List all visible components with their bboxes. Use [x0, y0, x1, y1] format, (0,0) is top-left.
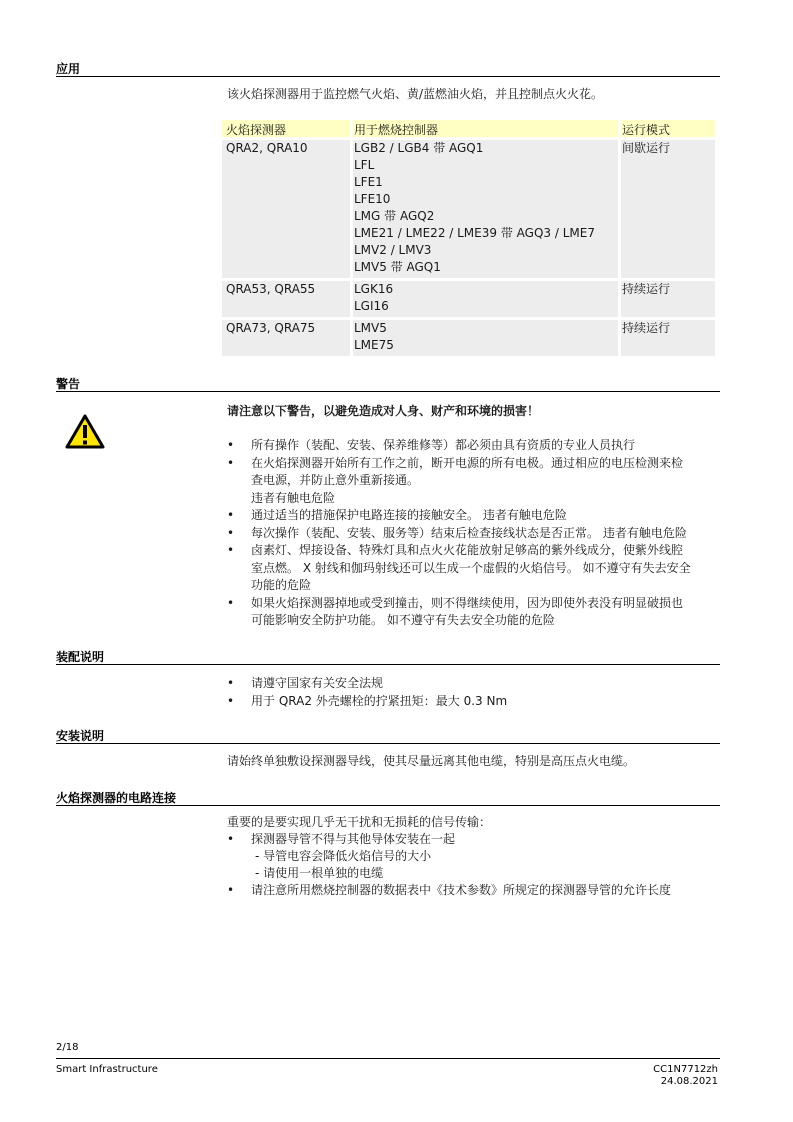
- list-item: • 请遵守国家有关安全法规: [227, 675, 722, 693]
- list-item: [227, 525, 722, 543]
- section-rule: [56, 664, 720, 665]
- warning-line: 室点燃。 X 射线和伽玛射线还可以生成一个虚假的火焰信号。 如不遵守有失去安全: [251, 560, 691, 575]
- section-rule: [56, 391, 720, 392]
- table-row: [222, 140, 715, 278]
- list-item: • 请注意所用燃烧控制器的数据表中《技术参数》所规定的探测器导管的允许长度: [227, 882, 722, 899]
- warning-line: 功能的危险: [251, 578, 312, 592]
- wiring-intro: 重要的是要实现几乎无干扰和无损耗的信号传输：: [227, 815, 492, 829]
- controller-name: LFE10: [354, 192, 391, 206]
- cell-controllers: [354, 281, 616, 315]
- controller-name: LFE1: [354, 175, 383, 189]
- detector-table: [222, 120, 715, 356]
- controller-name: LGI16: [354, 299, 389, 313]
- wiring-list: [227, 831, 722, 899]
- document-id: CC1N7712zh: [653, 1064, 718, 1075]
- list-item: [227, 595, 722, 630]
- warning-list: [227, 437, 722, 630]
- cell-mode: 间歇运行: [622, 141, 671, 155]
- cell-detector: QRA2, QRA10: [226, 141, 308, 155]
- warning-triangle-icon: [65, 414, 105, 450]
- document-date: 24.08.2021: [660, 1076, 718, 1087]
- warning-line: • 通过适当的措施保护电路连接的接触安全。 违者有触电危险: [251, 508, 567, 522]
- table-row: [222, 320, 715, 356]
- warning-line: • 如果火焰探测器掉地或受到撞击，则不得继续使用，因为即使外表没有明显破损也: [251, 595, 684, 610]
- warning-line: 查电源，并防止意外重新接通。: [251, 473, 420, 487]
- controller-name: LME75: [354, 338, 394, 352]
- cell-controllers: [354, 140, 616, 276]
- list-item: [227, 507, 722, 525]
- header-controller: 用于燃烧控制器: [354, 123, 439, 137]
- header-detector: 火焰探测器: [226, 123, 287, 137]
- controller-name: LMV2 / LMV3: [354, 243, 432, 257]
- page-number: 2/18: [56, 1042, 79, 1053]
- section-rule: [56, 76, 720, 77]
- section-title-application: 应用: [56, 62, 81, 76]
- cell-detector: QRA53, QRA55: [226, 282, 316, 296]
- section-rule: [56, 805, 720, 806]
- cell-mode: 持续运行: [622, 282, 671, 296]
- header-mode: 运行模式: [622, 123, 671, 137]
- cell-detector: QRA73, QRA75: [226, 321, 316, 335]
- warning-line: 违者有触电危险: [251, 490, 336, 505]
- warning-line: • 在火焰探测器开始所有工作之前，断开电源的所有电极。通过相应的电压检测来检: [251, 455, 684, 470]
- list-item: • 用于 QRA2 外壳螺栓的拧紧扭矩：最大 0.3 Nm: [227, 693, 722, 711]
- application-intro: 该火焰探测器用于监控燃气火焰、黄/蓝燃油火焰，并且控制点火火花。: [227, 87, 604, 101]
- cell-controllers: [354, 320, 616, 354]
- warning-line: • 卤素灯、焊接设备、特殊灯具和点火火花能放射足够高的紫外线成分，使紫外线腔: [251, 543, 684, 557]
- table-row: [222, 281, 715, 317]
- section-title-assembly: 装配说明: [56, 650, 105, 664]
- section-title-installation: 安装说明: [56, 729, 105, 743]
- controller-name: LMV5: [354, 321, 387, 335]
- controller-name: LGK16: [354, 282, 394, 296]
- company-name: Smart Infrastructure: [56, 1064, 158, 1075]
- warning-line: 可能影响安全防护功能。 如不遵守有失去安全功能的危险: [251, 613, 555, 627]
- wiring-item-1: 探测器导管不得与其他导体安装在一起: [251, 832, 456, 846]
- installation-text: 请始终单独敷设探测器导线，使其尽量远离其他电缆，特别是高压点火电缆。: [227, 754, 636, 768]
- controller-name: LFL: [354, 158, 375, 172]
- assembly-list: [227, 675, 722, 710]
- section-title-wiring: 火焰探测器的电路连接: [56, 791, 177, 805]
- wiring-sub-1: - 导管电容会降低火焰信号的大小: [255, 849, 432, 863]
- table-header: [222, 120, 715, 137]
- table-body: [222, 140, 715, 356]
- section-title-warning: 警告: [56, 377, 81, 391]
- controller-name: LMV5 带 AGQ1: [354, 260, 441, 274]
- warning-headline: 请注意以下警告，以避免造成对人身、财产和环境的损害！: [227, 404, 540, 418]
- controller-name: LMG 带 AGQ2: [354, 209, 435, 223]
- list-item: [227, 437, 722, 455]
- list-item: [227, 831, 722, 882]
- warning-line: • 所有操作（装配、安装、保养维修等）都必须由具有资质的专业人员执行: [251, 438, 636, 452]
- footer-rule: [56, 1058, 720, 1059]
- wiring-sub-2: - 请使用一根单独的电缆: [255, 866, 384, 880]
- warning-line: • 每次操作（装配、安装、服务等）结束后检查接线状态是否正常。 违者有触电危险: [251, 525, 687, 540]
- controller-name: LME21 / LME22 / LME39 带 AGQ3 / LME7: [354, 226, 595, 240]
- list-item: [227, 542, 722, 595]
- cell-mode: 持续运行: [622, 321, 671, 335]
- section-rule: [56, 743, 720, 744]
- controller-name: LGB2 / LGB4 带 AGQ1: [354, 141, 484, 155]
- list-item: [227, 455, 722, 508]
